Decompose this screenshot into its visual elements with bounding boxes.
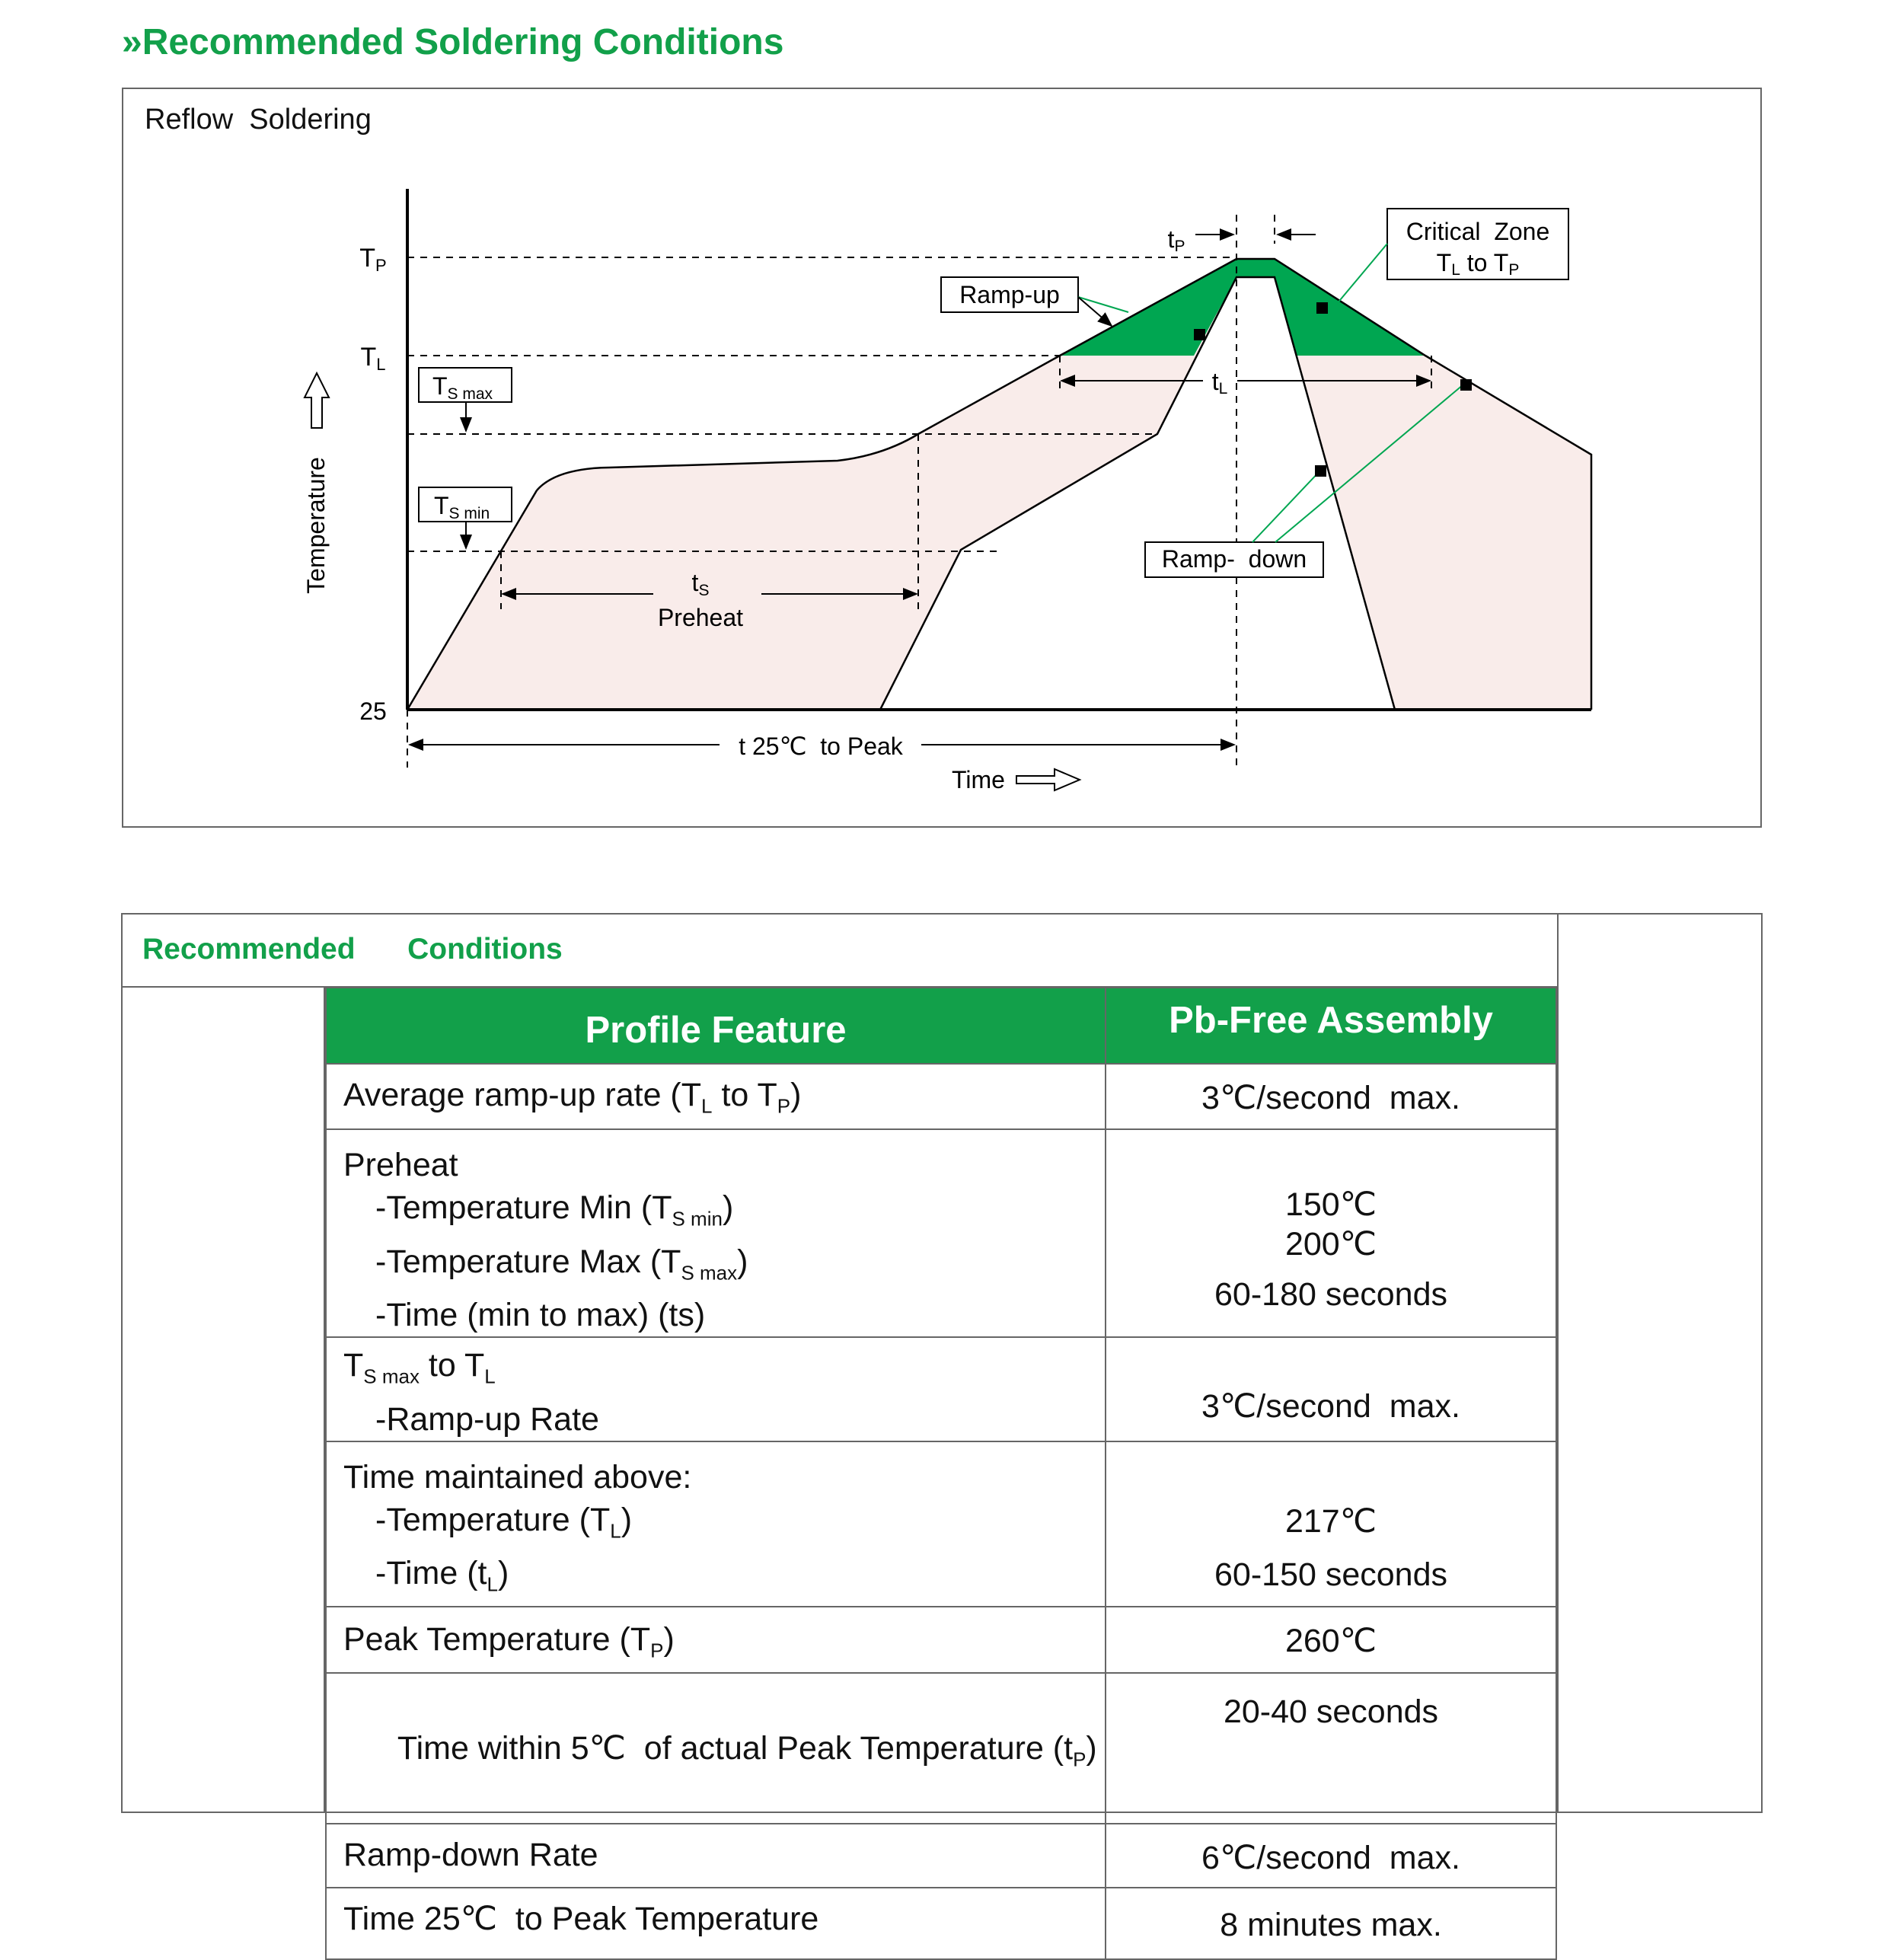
value-cell: 20-40 seconds — [1106, 1673, 1556, 1824]
value-cell: 150℃ 200℃ 60-180 seconds — [1106, 1129, 1556, 1337]
table-row — [326, 1441, 1556, 1607]
reflow-profile-diagram — [0, 0, 1889, 838]
ts-label: tS — [691, 569, 710, 599]
feature-cell: Peak Temperature $(T_P)$ — [326, 1607, 1106, 1673]
table-row — [326, 1888, 1556, 1959]
table-header-row — [326, 988, 1556, 1064]
page-title: »Recommended Soldering Conditions — [122, 22, 784, 62]
table-row — [326, 1673, 1556, 1824]
x-axis-label: Time — [952, 766, 1005, 793]
feature-cell: Average ramp-up rate ($T_L$ to $T_P$) — [326, 1064, 1106, 1129]
svg-text:TS min: TS min — [434, 492, 490, 522]
t25-label: t 25℃ to Peak — [739, 733, 903, 760]
tl-label: tL — [1211, 368, 1228, 397]
value-cell: 3℃/second max. — [1106, 1064, 1556, 1129]
y-tick-tl: TL — [360, 343, 386, 374]
marker-square — [1315, 465, 1326, 477]
table-row — [326, 1337, 1556, 1441]
col-header-profile-feature: Profile Feature — [326, 988, 1106, 1064]
table-row — [326, 1064, 1556, 1129]
y-axis-label: Temperature — [302, 457, 330, 594]
value-cell: 217℃ 60-150 seconds — [1106, 1441, 1556, 1607]
marker-square — [1316, 302, 1328, 314]
conditions-table — [325, 987, 1557, 1960]
svg-text:TS max: TS max — [432, 372, 493, 403]
feature-cell: Ramp-down Rate — [326, 1824, 1106, 1888]
value-cell: 260℃ — [1106, 1607, 1556, 1673]
y-tick-25: 25 — [359, 697, 387, 725]
feature-cell: $T_{S max}$ to $T_L$ -Ramp-up Rate — [326, 1337, 1106, 1441]
feature-cell: Time within 5℃ of actual Peak Temperature $(t_P)$ — [326, 1673, 1106, 1824]
svg-text:Critical Zone: Critical Zone — [1406, 218, 1550, 245]
table-row — [326, 1129, 1556, 1337]
marker-square — [1194, 329, 1205, 340]
feature-cell: Preheat -Temperature Min $(T_{S min})$ -Temperature Max $(T_{S max})$ -Time (min to max) (ts) — [326, 1129, 1106, 1337]
conditions-heading: Recommended Conditions — [142, 933, 563, 966]
tp-label: tP — [1167, 225, 1185, 255]
value-cell: 6℃/second max. — [1106, 1824, 1556, 1888]
feature-cell: Time 25℃ to Peak Temperature — [326, 1888, 1106, 1959]
frame-divider — [1557, 913, 1559, 1813]
x-axis-arrow-icon — [1016, 769, 1080, 790]
table-row — [326, 1607, 1556, 1673]
table-row — [326, 1824, 1556, 1888]
diagram-label: Reflow Soldering — [145, 104, 372, 136]
svg-text:Ramp- down: Ramp- down — [1161, 545, 1307, 573]
y-axis-arrow-icon — [305, 373, 329, 428]
marker-square — [1460, 379, 1472, 391]
y-tick-tp: TP — [359, 244, 387, 275]
svg-text:Ramp-up: Ramp-up — [959, 281, 1060, 308]
value-cell: 8 minutes max. — [1106, 1888, 1556, 1959]
value-cell: 3℃/second max. — [1106, 1337, 1556, 1441]
feature-cell: Time maintained above: -Temperature $(T_L)$ -Time $(t_L)$ — [326, 1441, 1106, 1607]
col-header-pb-free: Pb-Free Assembly — [1106, 988, 1556, 1064]
svg-text:TL to TP: TL to TP — [1436, 249, 1520, 279]
preheat-label: Preheat — [657, 604, 744, 631]
